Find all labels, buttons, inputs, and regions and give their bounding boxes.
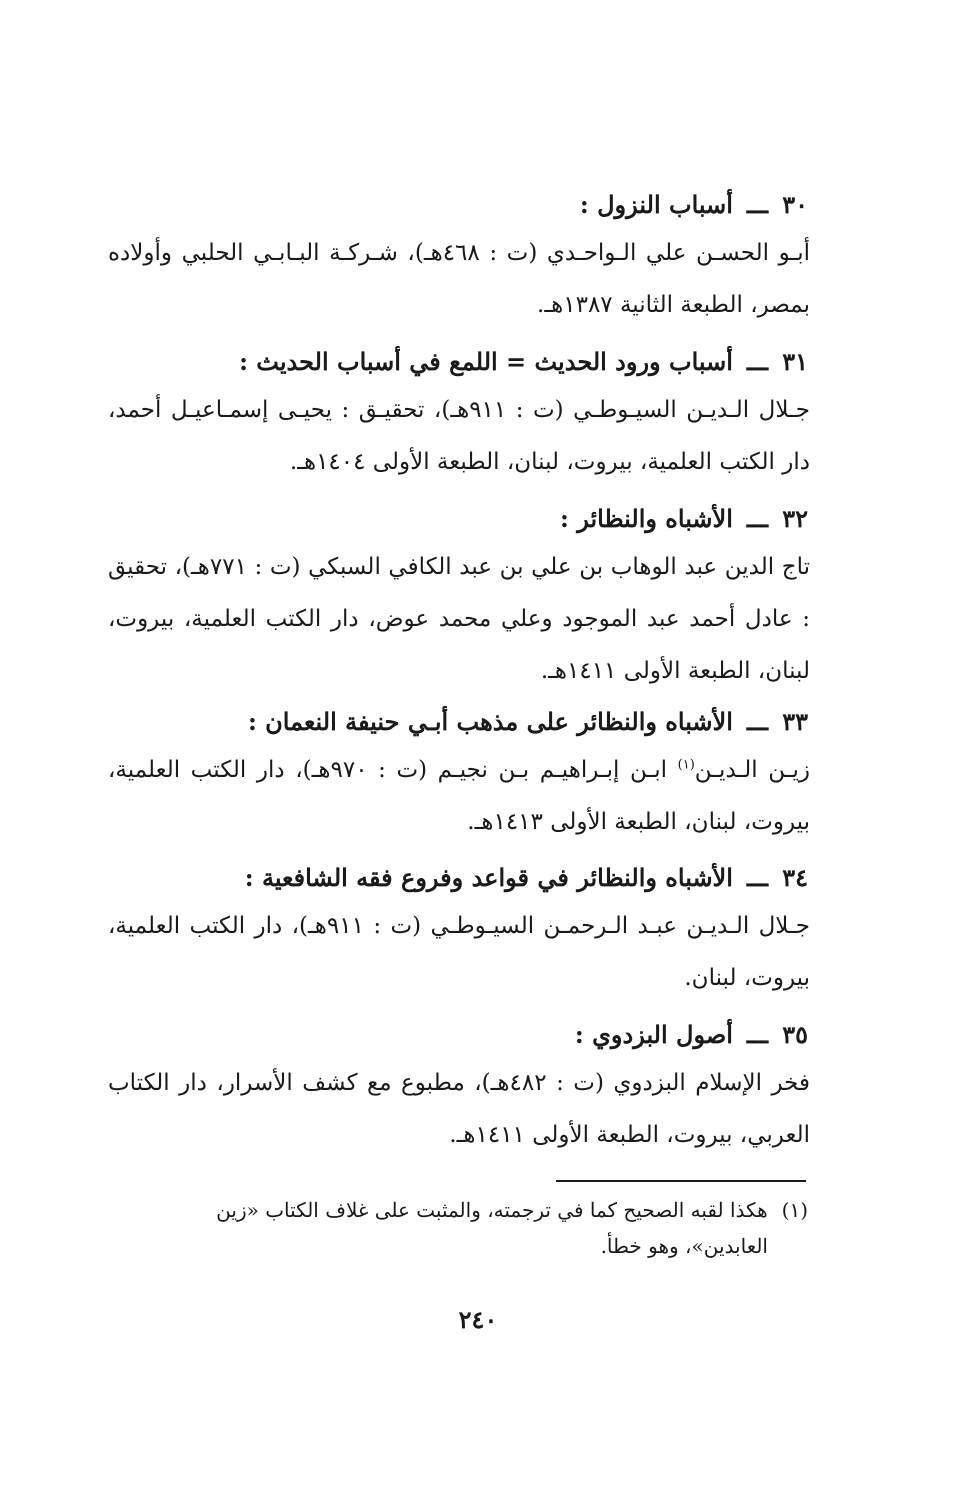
entry-description: جـلال الـديـن عبـد الـرحمـن السيـوطـي (ت : ٩١١هـ)، دار الكتب العلمية، بيروت، لبنان.	[108, 913, 810, 991]
entry-number: ٣٢	[782, 504, 808, 533]
entry-title: أسباب ورود الحديث = اللمع في أسباب الحديث :	[239, 347, 733, 376]
entry-description: تاج الدين عبد الوهاب بن علي بن عبد الكافي السبكي (ت : ٧٧١هـ)، تحقيق : عادل أحمد عبد الموجود وعلي محمد عوض، دار الكتب العلمية، بيروت، لبنان، الطبعة الأولى ١٤١١هـ.	[108, 554, 810, 684]
entry-title: أصول البزدوي :	[574, 1020, 733, 1049]
footnote	[108, 1192, 808, 1264]
entry-text-rest: ابـن إبـراهيـم بـن نجيـم (ت : ٩٧٠هـ)، دار الكتب العلمية، بيروت، لبنان، الطبعة الأولى ١٤١٣هـ.	[108, 757, 810, 835]
bibliography-entry-34	[108, 858, 808, 1004]
entry-number: ٣١	[782, 347, 808, 376]
bibliography-entry-33	[108, 702, 808, 848]
footnote-text-line1: هكذا لقبه الصحيح كما في ترجمته، والمثبت على غلاف الكتاب «زين	[216, 1198, 768, 1222]
entry-title: الأشباه والنظائر :	[560, 504, 733, 533]
footnote-marker: (١)	[781, 1198, 808, 1222]
entry-title: الأشباه والنظائر في قواعد وفروع فقه الشافعية :	[244, 863, 733, 892]
bibliography-entry-35	[108, 1015, 811, 1161]
entry-number: ٣٣	[782, 707, 808, 736]
entry-dash: ـــ	[746, 190, 768, 219]
entry-heading	[108, 858, 808, 898]
entry-dash: ـــ	[746, 863, 768, 892]
entry-heading	[108, 185, 808, 225]
bibliography-entry-30	[108, 185, 811, 331]
entry-description: جـلال الـديـن السيـوطـي (ت : ٩١١هـ)، تحقيـق : يحيـى إسمـاعيـل أحمد، دار الكتب العلمية، بيروت، لبنان، الطبعة الأولى ١٤٠٤هـ.	[108, 397, 810, 475]
entry-dash: ـــ	[746, 707, 768, 736]
footnote-separator	[556, 1180, 806, 1182]
entry-number: ٣٠	[782, 190, 808, 219]
entry-heading	[108, 499, 808, 539]
bibliography-entry-31	[108, 342, 808, 488]
entry-title: الأشباه والنظائر على مذهب أبـي حنيفة النعمان :	[247, 707, 733, 736]
entry-text-start: زيـن الـديـن	[694, 757, 810, 783]
entry-description	[108, 744, 810, 848]
entry-heading	[108, 1015, 808, 1055]
footnote-reference[interactable]: (١)	[677, 757, 695, 773]
entry-title: أسباب النزول :	[579, 190, 733, 219]
bibliography-entry-32	[108, 499, 808, 697]
entry-dash: ـــ	[746, 347, 768, 376]
entry-description: فخر الإسلام البزدوي (ت : ٤٨٢هـ)، مطبوع مع كشف الأسرار، دار الكتاب العربي، بيروت، الطبعة الأولى ١٤١١هـ.	[108, 1070, 811, 1148]
entry-number: ٣٥	[782, 1020, 808, 1049]
entry-description: أبـو الحسـن علي الـواحـدي (ت : ٤٦٨هـ)، شـركـة البـابـي الحلبي وأولاده بمصر، الطبعة الثانية ١٣٨٧هـ.	[108, 240, 811, 318]
entry-number: ٣٤	[782, 863, 808, 892]
page-number: ٢٤٠	[458, 1305, 498, 1334]
entry-dash: ـــ	[746, 504, 768, 533]
entry-dash: ـــ	[746, 1020, 768, 1049]
footnote-text-line2: العابدين»، وهو خطأ.	[600, 1234, 768, 1258]
entry-heading	[108, 702, 808, 742]
entry-heading	[108, 342, 808, 382]
